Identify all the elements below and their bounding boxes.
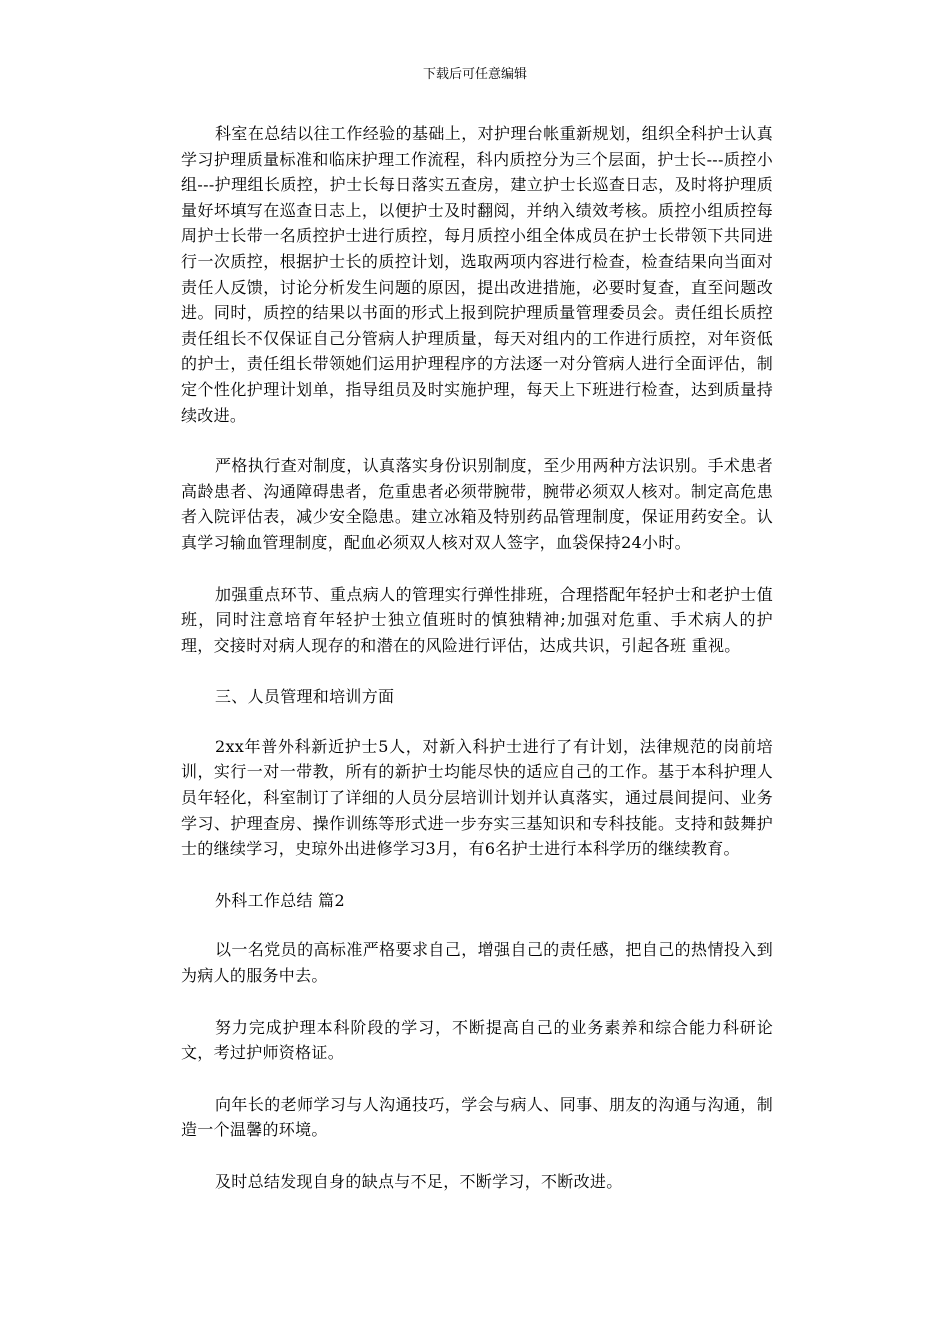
paragraph-communication: 向年长的老师学习与人沟通技巧，学会与病人、同事、朋友的沟通与沟通，制造一个温馨的环境。: [181, 1094, 773, 1140]
paragraph-verification-system: 严格执行查对制度，认真落实身份识别制度，至少用两种方法识别。手术患者高龄患者、沟通障碍患者，危重患者必须带腕带，腕带必须双人核对。制定高危患者入院评估表，减少安全隐患。建立冰箱及特别药品管理制度，保证用药安全。认真学习输血管理制度，配血必须双人核对双人签字，血袋保持24小时。: [181, 456, 773, 552]
paragraph-self-improvement: 及时总结发现自身的缺点与不足，不断学习，不断改进。: [215, 1172, 623, 1191]
paragraph-quality-control: 科室在总结以往工作经验的基础上，对护理台帐重新规划，组织全科护士认真学习护理质量标准和临床护理工作流程，科内质控分为三个层面，护士长---质控小组---护理组长质控，护士长每日落实五查房，建立护士长巡查日志，及时将护理质量好坏填写在巡查日志上，以便护士及时翻阅，并纳入绩效考核。质控小组质控每周护士长带一名质控护士进行质控，每月质控小组全体成员在护士长带领下共同进行一次质控，根据护士长的质控计划，选取两项内容进行检查，检查结果向当面对责任人反馈，讨论分析发生问题的原因，提出改进措施，必要时复查，直至问题改进。同时，质控的结果以书面的形式上报到院护理质量管理委员会。责任组长质控责任组长不仅保证自己分管病人护理质量，每天对组内的工作进行质控，对年资低的护士，责任组长带领她们运用护理程序的方法逐一对分管病人进行全面评估，制定个性化护理计划单，指导组员及时实施护理，每天上下班进行检查，达到质量持续改进。: [181, 124, 773, 425]
document-body: [181, 121, 773, 1221]
paragraph-key-links: 加强重点环节、重点病人的管理实行弹性排班，合理搭配年轻护士和老护士值班，同时注意培育年轻护士独立值班时的慎独精神;加强对危重、手术病人的护理，交接时对病人现存的和潜在的风险进行评估，达成共识，引起各班 重视。: [181, 584, 773, 655]
page-header: 下载后可任意编辑: [422, 67, 527, 82]
section-heading-summary-part2: 外科工作总结 篇2: [215, 890, 345, 910]
section-heading-staff-training: 三、人员管理和培训方面: [215, 687, 395, 707]
paragraph-new-nurses: 2xx年普外科新近护士5人，对新入科护士进行了有计划，法律规范的岗前培训，实行一对一带教，所有的新护士均能尽快的适应自己的工作。基于本科护理人员年轻化，科室制订了详细的人员分层培训计划并认真落实，通过晨间提问、业务学习、护理查房、操作训练等形式进一步夯实三基知识和专科技能。支持和鼓舞护士的继续学习，史琼外出进修学习3月，有6名护士进行本科学历的继续教育。: [181, 736, 773, 859]
paragraph-party-member: 以一名党员的高标准严格要求自己，增强自己的责任感，把自己的热情投入到为病人的服务中去。: [181, 940, 773, 986]
paragraph-study: 努力完成护理本科阶段的学习，不断提高自己的业务素养和综合能力科研论文，考过护师资格证。: [181, 1017, 773, 1063]
